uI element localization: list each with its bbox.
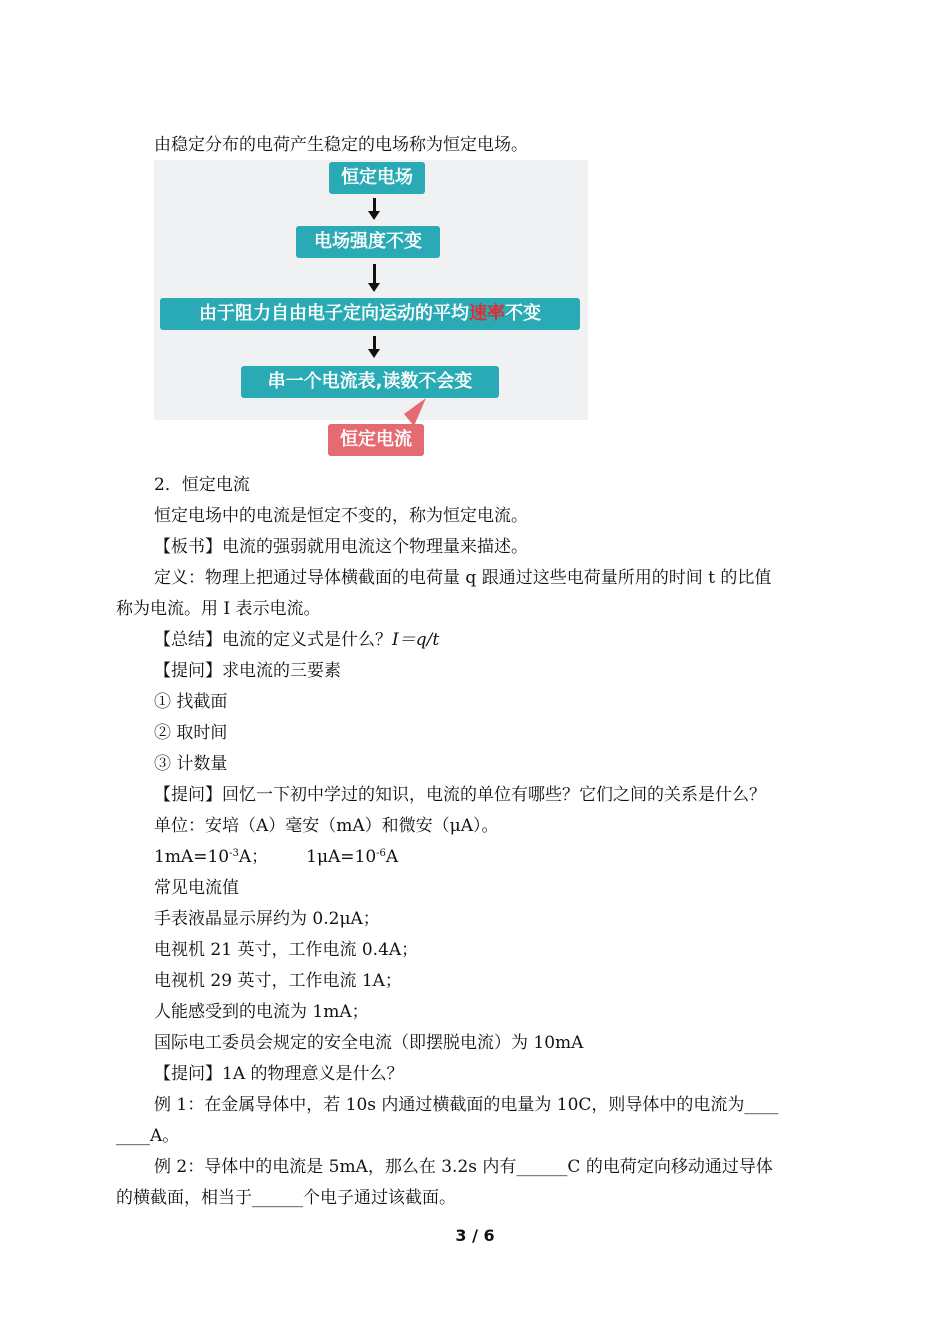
unit-ma: 1mA=10: [154, 847, 230, 867]
unit-ua: 1μA=10: [306, 847, 377, 867]
text-line: 【提问】回忆一下初中学过的知识，电流的单位有哪些？它们之间的关系是什么？: [154, 785, 766, 805]
formula: I＝q/t: [392, 630, 440, 650]
text-line: 恒定电场中的电流是恒定不变的，称为恒定电流。: [154, 506, 528, 526]
flow-box-constant-field: 恒定电场: [329, 162, 425, 194]
text-line: 单位：安培（A）毫安（mA）和微安（μA）。: [154, 816, 499, 836]
text-line: 电视机 29 英寸，工作电流 1A；: [154, 971, 402, 991]
text-line: 【板书】电流的强弱就用电流这个物理量来描述。: [154, 537, 528, 557]
unit-relation-line: [154, 846, 398, 868]
flow-box-constant-current: 恒定电流: [328, 424, 424, 456]
section-heading: 2．恒定电流: [154, 475, 250, 495]
flow-box-ammeter: 串一个电流表,读数不会变: [241, 366, 499, 398]
text-line: 国际电工委员会规定的安全电流（即摆脱电流）为 10mA: [154, 1033, 584, 1053]
example-1-cont: ____A。: [116, 1126, 180, 1146]
intro-line: 由稳定分布的电荷产生稳定的电场称为恒定电场。: [154, 135, 528, 155]
text-line: 【提问】1A 的物理意义是什么？: [154, 1064, 404, 1084]
flow-box-drift-text: 由于阻力自由电子定向运动的平均: [199, 303, 469, 324]
list-item: ① 找截面: [154, 692, 228, 712]
definition-line-cont: 称为电流。用 I 表示电流。: [116, 599, 321, 619]
flow-box-drift-highlight: 速率: [469, 303, 505, 324]
page-number: 3 / 6: [455, 1226, 495, 1245]
text-line: 【提问】求电流的三要素: [154, 661, 341, 681]
example-1: 例 1：在金属导体中，若 10s 内通过横截面的电量为 10C，则导体中的电流为____: [154, 1095, 779, 1115]
callout-pointer: [154, 160, 588, 456]
text-line: 手表液晶显示屏约为 0.2μA；: [154, 909, 380, 929]
text-line: 电视机 21 英寸，工作电流 0.4A；: [154, 940, 419, 960]
flowchart-figure: [154, 160, 588, 456]
example-2-cont: 的横截面，相当于______个电子通过该截面。: [116, 1188, 456, 1208]
example-2: 例 2：导体中的电流是 5mA，那么在 3.2s 内有______C 的电荷定向移动通过导体: [154, 1157, 773, 1177]
flow-box-drift-text-end: 不变: [505, 303, 541, 324]
text-line: 常见电流值: [154, 878, 239, 898]
formula-label: 【总结】电流的定义式是什么？: [154, 630, 392, 650]
exponent: -3: [229, 848, 239, 859]
flow-box-field-strength: 电场强度不变: [296, 226, 440, 258]
definition-line: 定义：物理上把通过导体横截面的电荷量 q 跟通过这些电荷量所用的时间 t 的比值: [154, 568, 772, 588]
unit-a: A: [385, 847, 399, 867]
list-item: ② 取时间: [154, 723, 228, 743]
text-line: 人能感受到的电流为 1mA；: [154, 1002, 369, 1022]
unit-a: A；: [238, 847, 269, 867]
list-item: ③ 计数量: [154, 754, 228, 774]
formula-line: [154, 629, 439, 651]
exponent: -6: [376, 848, 386, 859]
